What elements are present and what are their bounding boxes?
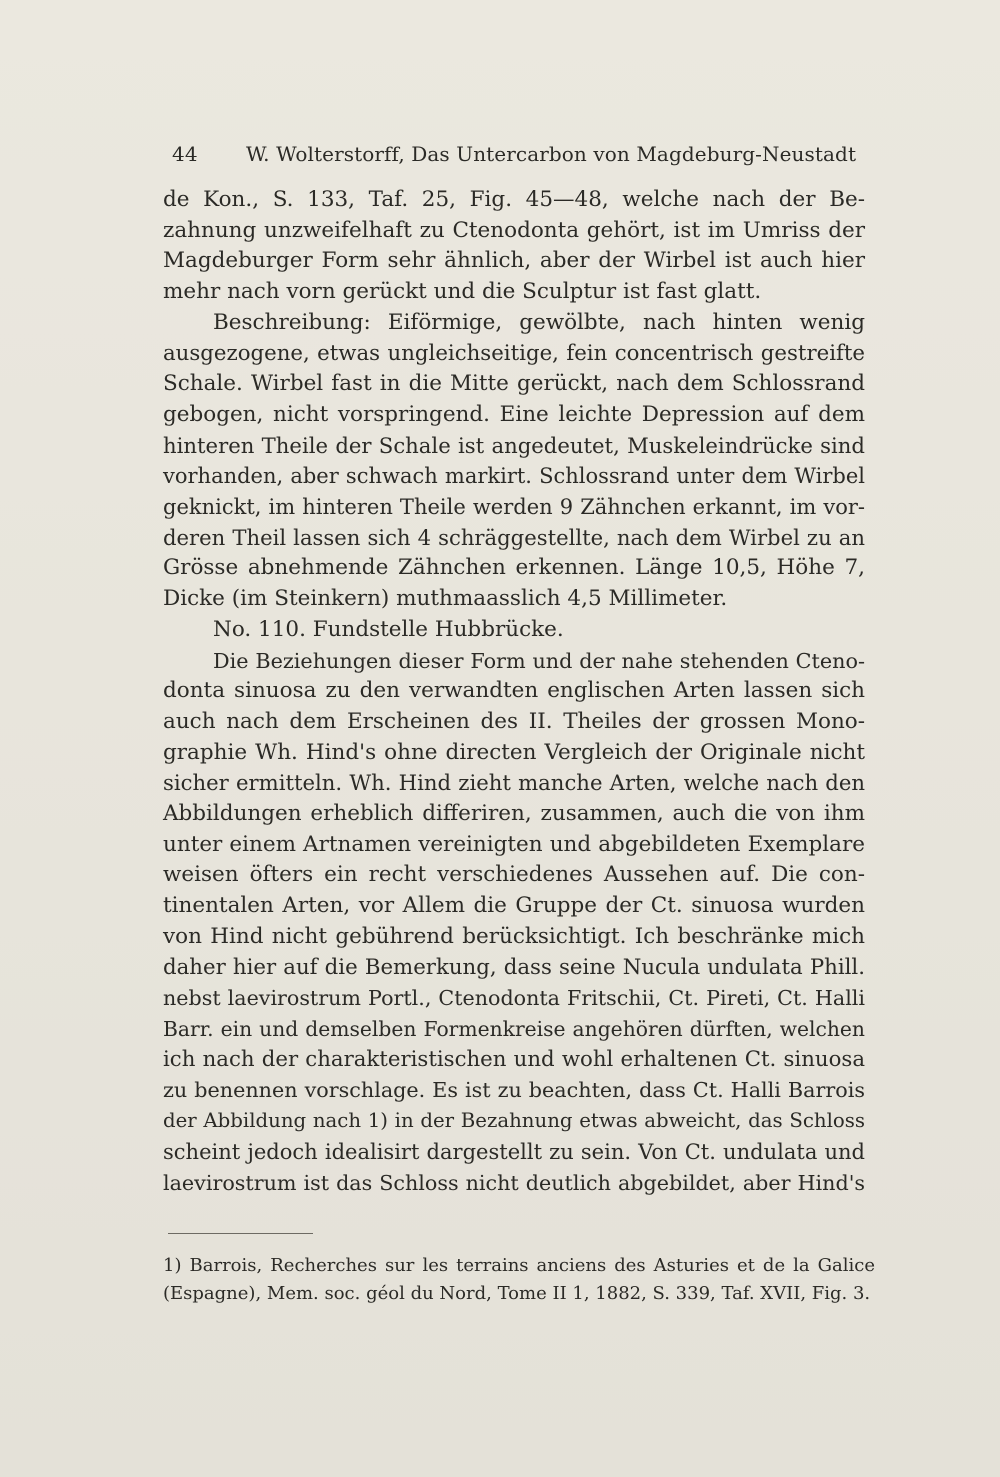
text-line: gebogen, nicht vorspringend. Eine leichte Depression auf dem	[163, 401, 865, 427]
text-line: Beschreibung: Eiförmige, gewölbte, nach hinten wenig	[213, 309, 865, 335]
text-line: sicher ermitteln. Wh. Hind zieht manche Arten, welche nach den	[163, 770, 865, 796]
paragraph-1	[163, 185, 865, 308]
paragraph-4-discussion	[163, 646, 865, 1199]
text-line: weisen öfters ein recht verschiedenes Aussehen auf. Die con-	[163, 862, 865, 888]
text-line: Grösse abnehmende Zähnchen erkennen. Länge 10,5, Höhe 7,	[163, 555, 865, 581]
text-line: laevirostrum ist das Schloss nicht deutlich abgebildet, aber Hind's	[163, 1170, 865, 1195]
text-line: geknickt, im hinteren Theile werden 9 Zähnchen erkannt, im vor-	[163, 495, 865, 520]
text-line: Schale. Wirbel fast in die Mitte gerückt, nach dem Schlossrand	[163, 371, 865, 397]
text-line: Magdeburger Form sehr ähnlich, aber der Wirbel ist auch hier	[163, 248, 865, 274]
text-line: zahnung unzweifelhaft zu Ctenodonta gehört, ist im Umriss der	[163, 217, 865, 243]
text-line: auch nach dem Erscheinen des II. Theiles der grossen Mono-	[163, 708, 865, 734]
text-line: graphie Wh. Hind's ohne directen Vergleich der Originale nicht	[163, 739, 865, 765]
text-line: donta sinuosa zu den verwandten englischen Arten lassen sich	[163, 678, 865, 704]
text-line: zu benennen vorschlage. Es ist zu beachten, dass Ct. Halli Barrois	[163, 1078, 865, 1103]
footnote	[163, 1252, 875, 1308]
running-title: W. Wolterstorff, Das Untercarbon von Magdeburg-Neustadt	[246, 142, 857, 166]
text-line: tinentalen Arten, vor Allem die Gruppe der Ct. sinuosa wurden	[163, 893, 865, 919]
running-header	[172, 142, 872, 166]
text-line: hinteren Theile der Schale ist angedeutet, Muskeleindrücke sind	[163, 432, 865, 458]
text-line: scheint jedoch idealisirt dargestellt zu sein. Von Ct. undulata und	[163, 1138, 865, 1164]
text-line: deren Theil lassen sich 4 schräggestellte, nach dem Wirbel zu an	[163, 524, 865, 550]
paragraph-2-description	[163, 308, 865, 615]
footnote-line: 1) Barrois, Recherches sur les terrains anciens des Asturies et de la Galice	[163, 1255, 875, 1276]
text-line: unter einem Artnamen vereinigten und abgebildeten Exemplare	[163, 831, 865, 857]
footnote-line: (Espagne), Mem. soc. géol du Nord, Tome II 1, 1882, S. 339, Taf. XVII, Fig. 3.	[163, 1283, 871, 1304]
text-line: Barr. ein und demselben Formenkreise angehören dürften, welchen	[163, 1016, 865, 1041]
text-line: mehr nach vorn gerückt und die Sculptur ist fast glatt.	[163, 279, 762, 305]
text-line: ausgezogene, etwas ungleichseitige, fein concentrisch gestreifte	[163, 340, 865, 366]
footnote-rule	[168, 1233, 313, 1234]
page-number: 44	[172, 142, 198, 166]
text-line: Dicke (im Steinkern) muthmaasslich 4,5 Millimeter.	[163, 586, 728, 612]
text-line: Abbildungen erheblich differiren, zusammen, auch die von ihm	[163, 801, 865, 827]
text-line: vorhanden, aber schwach markirt. Schlossrand unter dem Wirbel	[163, 464, 865, 489]
paragraph-3-locality	[163, 615, 865, 646]
text-line: daher hier auf die Bemerkung, dass seine Nucula undulata Phill.	[163, 954, 865, 980]
text-line: de Kon., S. 133, Taf. 25, Fig. 45—48, welche nach der Be-	[163, 187, 865, 212]
text-line: No. 110. Fundstelle Hubbrücke.	[213, 616, 564, 642]
text-line: Die Beziehungen dieser Form und der nahe stehenden Cteno-	[213, 648, 865, 673]
body-text	[163, 185, 865, 1198]
text-line: der Abbildung nach 1) in der Bezahnung etwas abweicht, das Schloss	[163, 1109, 865, 1133]
text-line: von Hind nicht gebührend berücksichtigt. Ich beschränke mich	[163, 923, 865, 949]
text-line: ich nach der charakteristischen und wohl erhaltenen Ct. sinuosa	[163, 1046, 865, 1072]
text-line: nebst laevirostrum Portl., Ctenodonta Fritschii, Ct. Pireti, Ct. Halli	[163, 986, 865, 1011]
